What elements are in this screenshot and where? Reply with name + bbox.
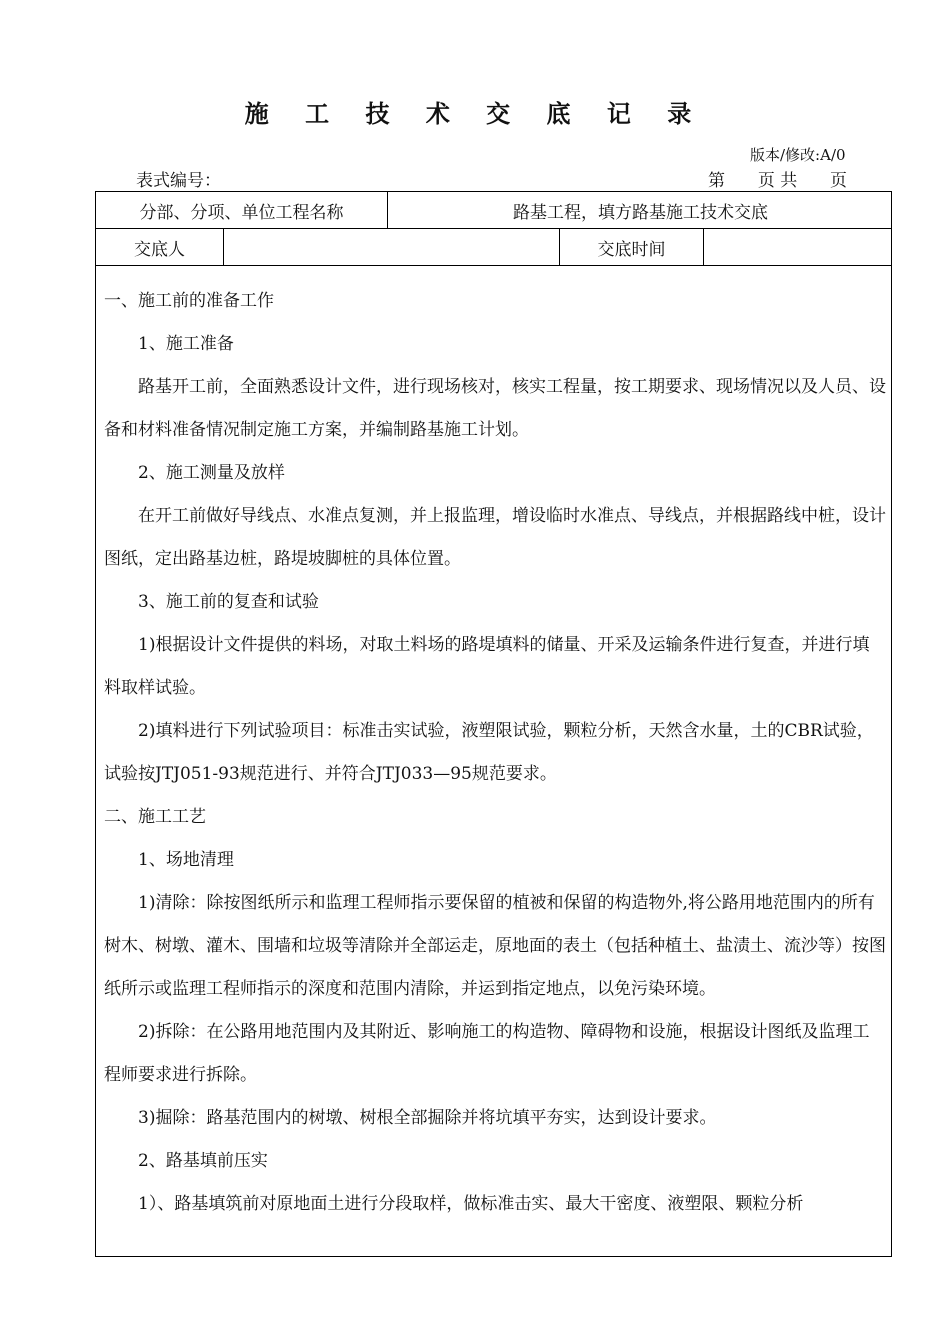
- content-paragraph: 2、施工测量及放样: [138, 463, 285, 483]
- content-paragraph: 2)拆除：在公路用地范围内及其附近、影响施工的构造物、障碍物和设施，根据设计图纸及监理工程师要求进行拆除。: [104, 1022, 870, 1085]
- content-paragraph: 二、施工工艺: [104, 807, 206, 827]
- page-info-part-2: 页 共: [757, 171, 798, 191]
- project-row: [96, 192, 891, 229]
- content-paragraph: 3、施工前的复查和试验: [138, 592, 319, 612]
- content-paragraph: 一、施工前的准备工作: [104, 291, 274, 311]
- disclosure-time-label: 交底时间: [560, 229, 704, 265]
- content-paragraph: 1）、路基填筑前对原地面土进行分段取样，做标准击实、最大干密度、液塑限、颗粒分析: [138, 1194, 804, 1214]
- discloser-row: [96, 229, 891, 266]
- content-paragraph: 1)根据设计文件提供的料场，对取土料场的路堤填料的储量、开采及运输条件进行复查，并进行填料取样试验。: [104, 635, 870, 698]
- page-info-part-1: 第: [708, 171, 725, 191]
- content-paragraph: 1)清除：除按图纸所示和监理工程师指示要保留的植被和保留的构造物外,将公路用地范围内的所有树木、树墩、灌木、围墙和垃圾等清除并全部运走，原地面的表土（包括种植土、盐渍土、流沙等）按图纸所示或监理工程师指示的深度和范围内清除，并运到指定地点，以免污染环境。: [104, 893, 886, 999]
- content-paragraph: 2)填料进行下列试验项目：标准击实试验，液塑限试验，颗粒分析，天然含水量，土的CBR试验，试验按JTJ051-93规范进行、并符合JTJ033—95规范要求。: [104, 721, 874, 784]
- content-paragraph: 2、路基填前压实: [138, 1151, 268, 1171]
- content-paragraph: 1、施工准备: [138, 334, 234, 354]
- discloser-value[interactable]: [224, 229, 560, 265]
- page-info: [708, 166, 847, 191]
- project-name-label: 分部、分项、单位工程名称: [96, 192, 388, 228]
- content-paragraph: 在开工前做好导线点、水准点复测，并上报监理，增设临时水准点、导线点，并根据路线中桩，设计图纸，定出路基边桩，路堤坡脚桩的具体位置。: [104, 506, 886, 569]
- disclosure-time-value[interactable]: [704, 229, 893, 265]
- discloser-label: 交底人: [96, 229, 224, 265]
- document-title: 施 工 技 术 交 底 记 录: [244, 99, 706, 128]
- page-info-part-3: 页: [830, 171, 848, 191]
- version-label: 版本/修改:A/0: [750, 146, 846, 164]
- project-name-value[interactable]: 路基工程，填方路基施工技术交底: [513, 202, 768, 223]
- disclosure-content: [104, 280, 886, 1226]
- content-paragraph: 路基开工前，全面熟悉设计文件，进行现场核对，核实工程量，按工期要求、现场情况以及人员、设备和材料准备情况制定施工方案，并编制路基施工计划。: [104, 377, 886, 440]
- record-sheet: [95, 191, 892, 1257]
- form-number-label: 表式编号：: [136, 171, 221, 191]
- content-paragraph: 3)掘除：路基范围内的树墩、树根全部掘除并将坑填平夯实，达到设计要求。: [138, 1108, 717, 1128]
- content-paragraph: 1、场地清理: [138, 850, 234, 870]
